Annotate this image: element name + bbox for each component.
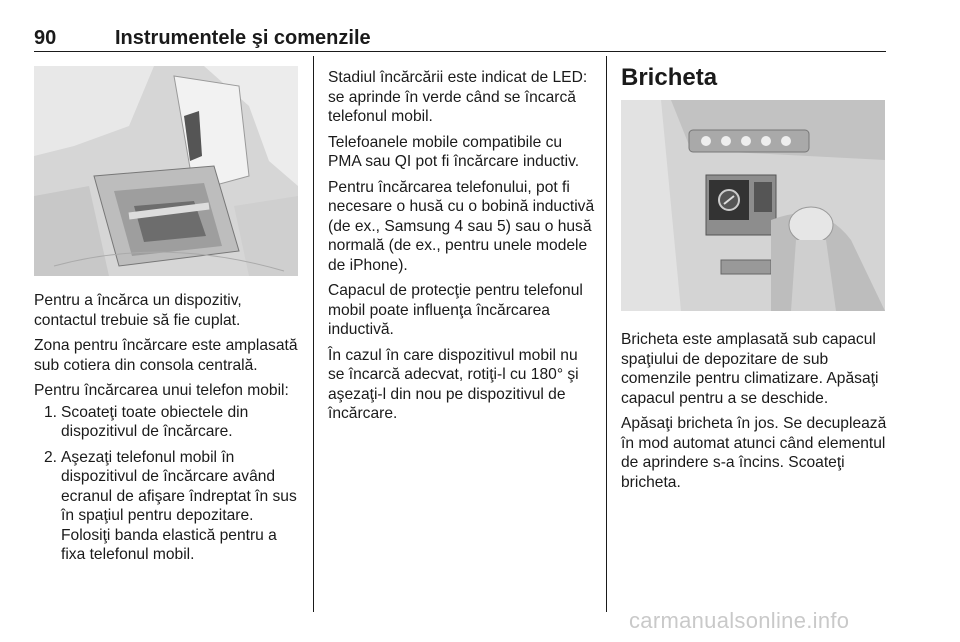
paragraph: Bricheta este amplasată sub capacul spaţiului de depozitare de sub comenzile pentru climatizare. Apăsaţi capacul pentru a se deschide. [621,331,879,407]
step-text: Scoateţi toate obiectele din dispozitivul de încărcare. [61,403,249,440]
column-divider [313,56,314,612]
column-divider [606,56,607,612]
paragraph: Capacul de protecţie pentru telefonul mobil poate influenţa încărcarea inductivă. [328,282,583,338]
paragraph: Pentru încărcarea unui telefon mobil: [34,382,289,399]
header-rule [34,51,886,52]
steps-list [34,403,304,565]
list-item [34,448,304,565]
paragraph: Stadiul încărcării este indicat de LED: se aprinde în verde când se încarcă telefonul mobil. [328,69,588,125]
cigarette-lighter-illustration [621,100,885,311]
step-number: 1. [44,403,58,421]
charging-pad-illustration [34,66,298,276]
paragraph: Apăsaţi bricheta în jos. Se decuplează în mod automat atunci când elementul de aprindere s-a încins. Scoateţi bricheta. [621,415,887,491]
page-number: 90 [34,27,57,49]
paragraph: Zona pentru încărcare este amplasată sub cotiera din consola centrală. [34,337,298,374]
paragraph: În cazul în care dispozitivul mobil nu se încarcă adecvat, rotiţi-l cu 180° şi aşezaţi-l din nou pe dispozitivul de încărcare. [328,346,579,422]
step-text: Aşezaţi telefonul mobil în dispozitivul de încărcare având ecranul de afişare îndreptat în sus în spaţiul pentru depozitare. Folosiţi banda elastică pentru a fixa telefonul mobil. [61,448,297,563]
paragraph: Pentru a încărca un dispozitiv, contactul trebuie să fie cuplat. [34,292,242,329]
page-title: Instrumentele şi comenzile [115,27,371,49]
column-2 [328,68,596,430]
column-1 [34,291,304,571]
section-heading: Bricheta [621,64,718,91]
watermark: carmanualsonline.info [629,608,850,633]
list-item [34,403,304,442]
charging-pad-drawing [34,66,298,276]
paragraph: Pentru încărcarea telefonului, pot fi necesare o husă cu o bobină inductivă (de ex., Samsung 4 sau 5) sau o husă normală (de ex., pentru unele modele de iPhone). [328,178,595,274]
paragraph: Telefoanele mobile compatibile cu PMA sau QI pot fi încărcare inductiv. [328,133,580,170]
lighter-drawing [621,100,885,311]
column-3 [621,330,891,498]
step-number: 2. [44,448,58,466]
